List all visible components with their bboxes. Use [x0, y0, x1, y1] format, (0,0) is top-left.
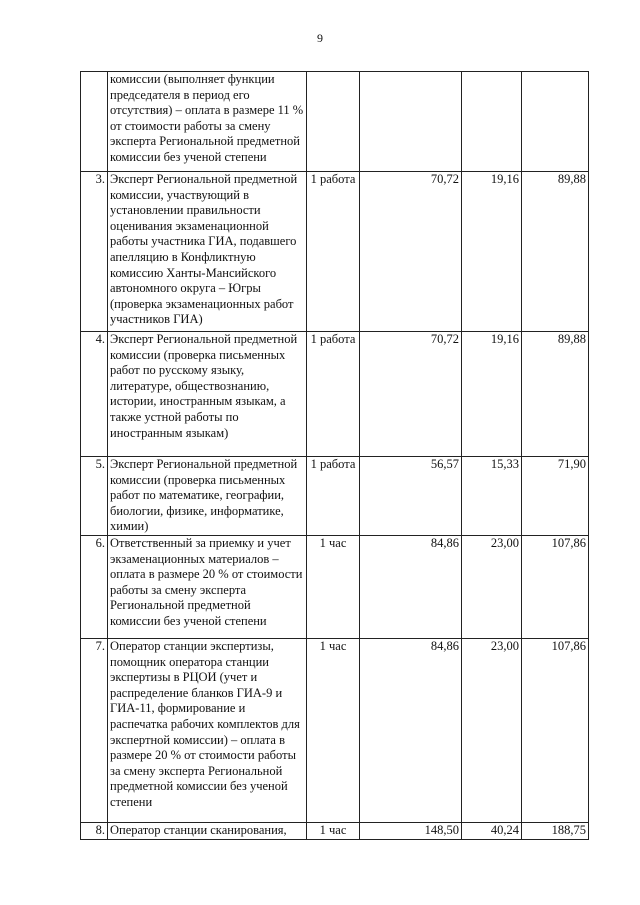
total-amount: 107,86	[522, 638, 589, 822]
position-description: Оператор станции экспертизы, помощник оператора станции экспертизы в РЦОИ (учет и распределение бланков ГИА-9 и ГИА-11, формирование и распечатка рабочих комплектов для экспертной комиссии) – оплата в размере 20 % от стоимости работы за смену эксперта Региональной предметной комиссии без ученой степени	[108, 638, 307, 822]
position-description: Эксперт Региональной предметной комиссии (проверка письменных работ по русскому языку, литературе, обществознанию, истории, иностранным языкам, а также устной работы по иностранным языкам)	[108, 332, 307, 457]
unit-of-measure: 1 час	[307, 822, 360, 839]
contributions-amount: 19,16	[462, 332, 522, 457]
position-description: комиссии (выполняет функции председателя в период его отсутствия) – оплата в размере 11 % от стоимости работы за смену эксперта Региональной предметной комиссии без ученой степени	[108, 72, 307, 172]
total-amount: 89,88	[522, 332, 589, 457]
payment-amount: 84,86	[360, 638, 462, 822]
unit-of-measure: 1 работа	[307, 457, 360, 536]
contributions-amount: 40,24	[462, 822, 522, 839]
fee-table	[80, 71, 589, 840]
total-amount: 107,86	[522, 535, 589, 638]
table-row	[81, 172, 589, 332]
contributions-amount: 15,33	[462, 457, 522, 536]
row-number: 6.	[81, 535, 108, 638]
total-amount: 71,90	[522, 457, 589, 536]
unit-of-measure: 1 час	[307, 535, 360, 638]
row-number: 4.	[81, 332, 108, 457]
unit-of-measure	[307, 72, 360, 172]
row-number: 5.	[81, 457, 108, 536]
unit-of-measure: 1 работа	[307, 172, 360, 332]
payment-amount	[360, 72, 462, 172]
payment-amount: 70,72	[360, 172, 462, 332]
table-row	[81, 822, 589, 839]
row-number: 7.	[81, 638, 108, 822]
unit-of-measure: 1 работа	[307, 332, 360, 457]
row-number	[81, 72, 108, 172]
row-number: 3.	[81, 172, 108, 332]
position-description: Эксперт Региональной предметной комиссии (проверка письменных работ по математике, географии, биологии, физике, информатике, химии)	[108, 457, 307, 536]
table-row	[81, 72, 589, 172]
payment-amount: 84,86	[360, 535, 462, 638]
table-row	[81, 535, 589, 638]
total-amount: 188,75	[522, 822, 589, 839]
contributions-amount	[462, 72, 522, 172]
unit-of-measure: 1 час	[307, 638, 360, 822]
payment-amount: 70,72	[360, 332, 462, 457]
payment-amount: 56,57	[360, 457, 462, 536]
row-number: 8.	[81, 822, 108, 839]
table-row	[81, 457, 589, 536]
position-description: Ответственный за приемку и учет экзаменационных материалов – оплата в размере 20 % от стоимости работы за смену эксперта Региональной предметной комиссии без ученой степени	[108, 535, 307, 638]
payment-amount: 148,50	[360, 822, 462, 839]
position-description: Эксперт Региональной предметной комиссии, участвующий в установлении правильности оценивания экзаменационной работы участника ГИА, подавшего апелляцию в Конфликтную комиссию Ханты-Мансийского автономного округа – Югры (проверка экзаменационных работ участников ГИА)	[108, 172, 307, 332]
table-row	[81, 332, 589, 457]
position-description: Оператор станции сканирования,	[108, 822, 307, 839]
contributions-amount: 23,00	[462, 638, 522, 822]
contributions-amount: 19,16	[462, 172, 522, 332]
page-number: 9	[317, 31, 323, 45]
total-amount	[522, 72, 589, 172]
total-amount: 89,88	[522, 172, 589, 332]
table-row	[81, 638, 589, 822]
contributions-amount: 23,00	[462, 535, 522, 638]
